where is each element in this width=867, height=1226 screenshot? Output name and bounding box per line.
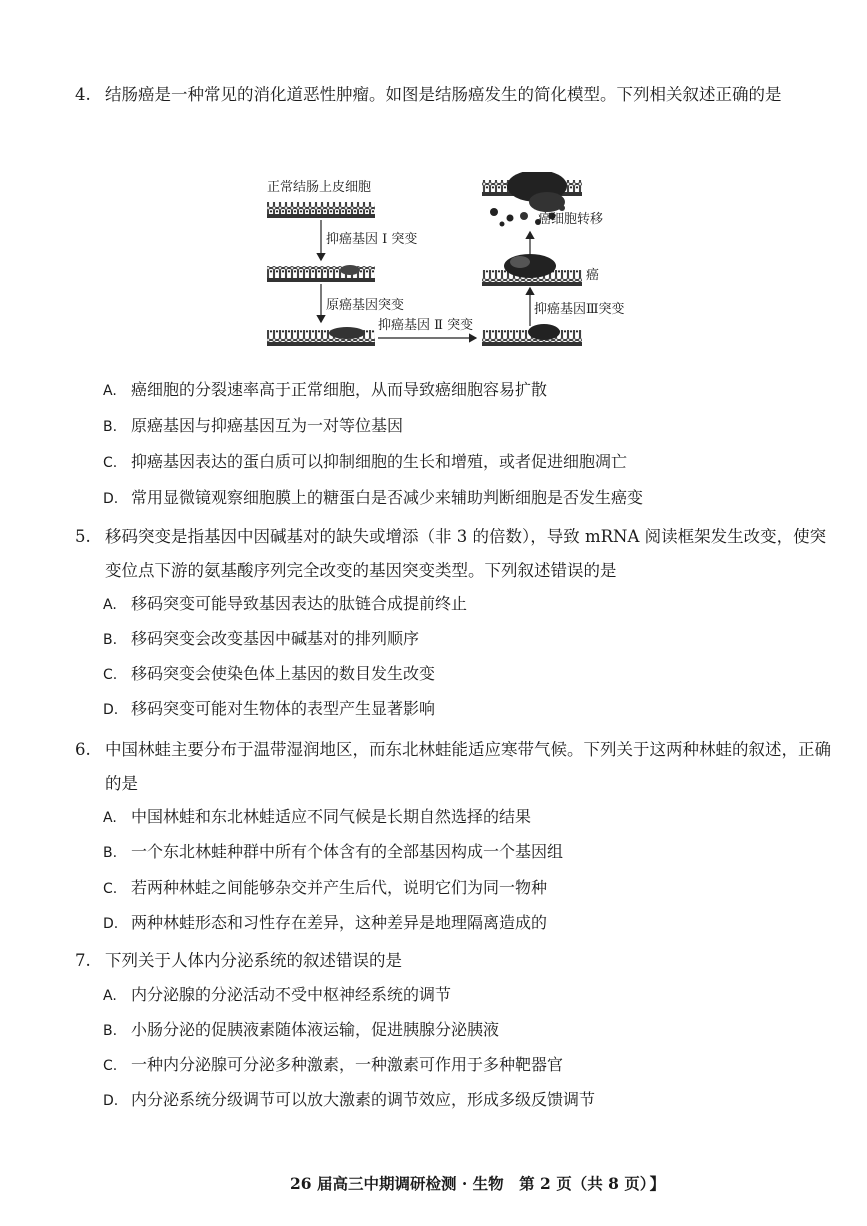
- question-7: [75, 944, 835, 978]
- option-6d: [103, 911, 547, 936]
- label-metastasis: 癌细胞转移: [538, 212, 604, 227]
- option-letter: B.: [103, 632, 118, 648]
- question-stem: 中国林蛙主要分布于温带湿润地区，而东北林蛙能适应寒带气候。下列关于这两种林蛙的叙述，正确的是: [105, 740, 831, 793]
- option-text: 两种林蛙形态和习性存在差异，这种差异是地理隔离造成的: [131, 913, 548, 932]
- option-letter: A.: [103, 597, 117, 613]
- option-4b: [103, 414, 403, 439]
- question-number: 4.: [75, 85, 91, 104]
- option-text: 癌细胞的分裂速率高于正常细胞，从而导致癌细胞容易扩散: [131, 380, 548, 399]
- option-letter: B.: [103, 845, 118, 861]
- option-letter: C.: [103, 455, 118, 471]
- option-5b: [103, 627, 419, 652]
- normal-epithelium: [267, 202, 375, 218]
- option-7c: [103, 1053, 563, 1078]
- question-stem: 下列关于人体内分泌系统的叙述错误的是: [105, 951, 402, 970]
- option-text: 常用显微镜观察细胞膜上的糖蛋白是否减少来辅助判断细胞是否发生癌变: [131, 488, 644, 507]
- option-6b: [103, 840, 563, 865]
- option-letter: A.: [103, 810, 117, 826]
- option-4d: [103, 486, 643, 511]
- question-stem: 移码突变是指基因中因碱基对的缺失或增添（非 3 的倍数），导致 mRNA 阅读框架发生改变，使突变位点下游的氨基酸序列完全改变的基因突变类型。下列叙述错误的是: [105, 527, 827, 580]
- question-6: [75, 733, 835, 801]
- label-oncogene: 原癌基因突变: [326, 298, 405, 313]
- footer-bracket: 】: [649, 1174, 666, 1193]
- label-tumor-suppressor-3: 抑癌基因Ⅲ突变: [534, 302, 625, 317]
- option-text: 移码突变会使染色体上基因的数目发生改变: [131, 664, 436, 683]
- option-text: 内分泌腺的分泌活动不受中枢神经系统的调节: [131, 985, 452, 1004]
- option-letter: D.: [103, 702, 119, 718]
- epithelium-stage-2: [267, 327, 375, 346]
- epithelium-cancer: [482, 254, 582, 286]
- option-letter: D.: [103, 916, 119, 932]
- option-5c: [103, 662, 435, 687]
- option-text: 一个东北林蛙种群中所有个体含有的全部基因构成一个基因组: [131, 842, 564, 861]
- question-4: [75, 78, 835, 112]
- label-normal-cells: 正常结肠上皮细胞: [267, 180, 372, 195]
- epithelium-stage-1: [267, 265, 375, 282]
- option-text: 小肠分泌的促胰液素随体液运输，促进胰腺分泌胰液: [131, 1020, 500, 1039]
- option-text: 内分泌系统分级调节可以放大激素的调节效应，形成多级反馈调节: [131, 1090, 596, 1109]
- option-letter: A.: [103, 383, 117, 399]
- option-text: 移码突变会改变基因中碱基对的排列顺序: [131, 629, 420, 648]
- option-letter: C.: [103, 881, 118, 897]
- option-text: 原癌基因与抑癌基因互为一对等位基因: [131, 416, 404, 435]
- option-7b: [103, 1018, 499, 1043]
- question-number: 5.: [75, 527, 91, 546]
- option-letter: C.: [103, 667, 118, 683]
- option-5a: [103, 592, 467, 617]
- option-6c: [103, 876, 547, 901]
- epithelium-stage-3: [482, 324, 582, 346]
- option-4a: [103, 378, 547, 403]
- option-7d: [103, 1088, 595, 1113]
- option-text: 移码突变可能导致基因表达的肽链合成提前终止: [131, 594, 468, 613]
- option-letter: C.: [103, 1058, 118, 1074]
- option-text: 一种内分泌腺可分泌多种激素，一种激素可作用于多种靶器官: [131, 1055, 564, 1074]
- colon-cancer-model-figure: [262, 172, 642, 362]
- option-7a: [103, 983, 451, 1008]
- option-letter: D.: [103, 491, 119, 507]
- option-text: 移码突变可能对生物体的表型产生显著影响: [131, 699, 436, 718]
- option-letter: D.: [103, 1093, 119, 1109]
- footer-text: 26 届高三中期调研检测 · 生物 第 2 页（共 8 页）: [290, 1174, 648, 1193]
- option-4c: [103, 450, 627, 475]
- label-tumor-suppressor-1: 抑癌基因 Ⅰ 突变: [326, 232, 418, 247]
- option-letter: B.: [103, 1023, 118, 1039]
- option-letter: A.: [103, 988, 117, 1004]
- page-footer: [290, 1172, 665, 1194]
- option-text: 若两种林蛙之间能够杂交并产生后代，说明它们为同一物种: [131, 878, 548, 897]
- option-text: 抑癌基因表达的蛋白质可以抑制细胞的生长和增殖，或者促进细胞凋亡: [131, 452, 628, 471]
- question-stem: 结肠癌是一种常见的消化道恶性肿瘤。如图是结肠癌发生的简化模型。下列相关叙述正确的是: [105, 85, 782, 104]
- option-letter: B.: [103, 419, 118, 435]
- label-cancer: 癌: [586, 268, 600, 283]
- question-5: [75, 520, 835, 588]
- option-text: 中国林蛙和东北林蛙适应不同气候是长期自然选择的结果: [131, 807, 532, 826]
- option-5d: [103, 697, 435, 722]
- question-number: 6.: [75, 740, 91, 759]
- option-6a: [103, 805, 531, 830]
- question-number: 7.: [75, 951, 91, 970]
- label-tumor-suppressor-2: 抑癌基因 Ⅱ 突变: [378, 318, 474, 333]
